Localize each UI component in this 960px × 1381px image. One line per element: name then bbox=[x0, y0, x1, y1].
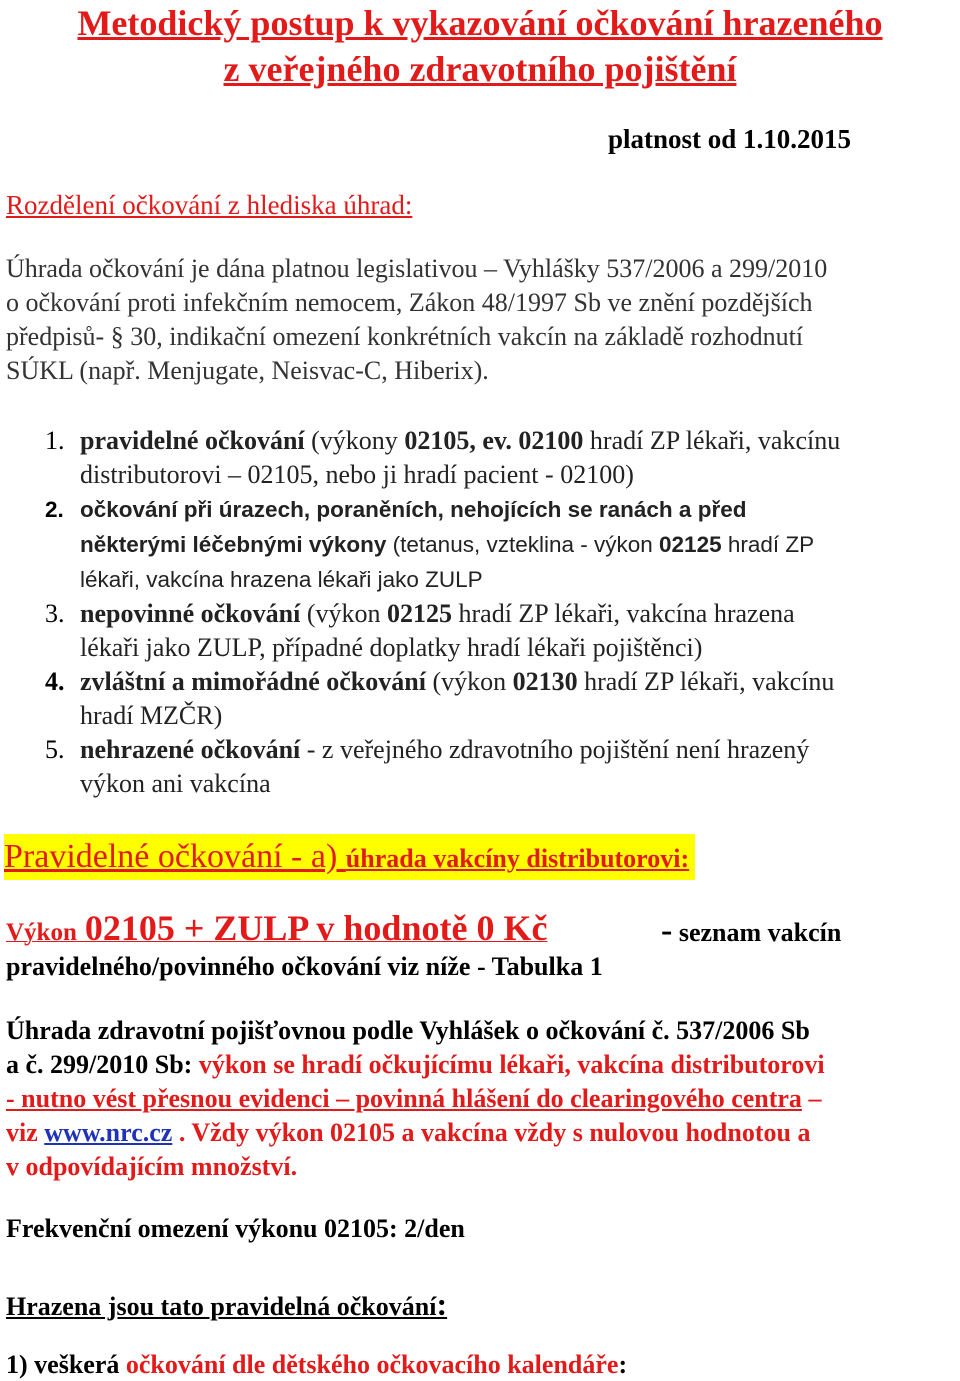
category-name: zvláštní a mimořádné očkování bbox=[80, 667, 426, 696]
title-line-2: z veřejného zdravotního pojištění bbox=[223, 49, 737, 89]
list-text: hradí ZP lékaři, vakcínu bbox=[583, 426, 841, 455]
service-code: 02125 bbox=[387, 599, 452, 628]
list-text: (výkon bbox=[425, 667, 513, 696]
list-number: 2. bbox=[45, 497, 64, 522]
service-value-line bbox=[6, 907, 547, 949]
list-number: 4. bbox=[45, 667, 65, 696]
heading-part: Pravidelné očkování - bbox=[4, 838, 311, 875]
list-item-line bbox=[80, 733, 956, 767]
reimb-text-red: – bbox=[801, 1084, 822, 1113]
list-item bbox=[6, 665, 956, 733]
table-reference: pravidelného/povinného očkování viz níže - Tabulka 1 bbox=[6, 952, 603, 981]
intro-line: předpisů- § 30, indikační omezení konkrétních vakcín na základě rozhodnutí bbox=[6, 322, 804, 351]
list-item-line: lékaři, vakcína hrazena lékaři jako ZULP bbox=[80, 567, 483, 592]
service-code: 02125 bbox=[659, 532, 722, 557]
vaccine-list-ref bbox=[661, 912, 841, 950]
item-text: : bbox=[618, 1350, 628, 1379]
intro-line: Úhrada očkování je dána platnou legislativou – Vyhlášky 537/2006 a 299/2010 bbox=[6, 254, 828, 283]
list-item-line: výkon ani vakcína bbox=[80, 769, 271, 798]
section-heading-split: Rozdělení očkování z hlediska úhrad: bbox=[6, 190, 413, 220]
category-name: nehrazené očkování bbox=[80, 735, 301, 764]
list-item bbox=[6, 733, 956, 801]
reimb-text-red: . Vždy výkon 02105 a vakcína vždy s nulovou hodnotou a bbox=[172, 1118, 811, 1147]
reimb-line bbox=[6, 1048, 956, 1082]
list-text: hradí ZP lékaři, vakcína hrazena bbox=[452, 599, 795, 628]
category-name: nepovinné očkování bbox=[80, 599, 301, 628]
item-text-red: očkování dle dětského očkovacího kalendáře bbox=[125, 1350, 619, 1379]
list-number: 5. bbox=[45, 735, 65, 764]
reimb-line: v odpovídajícím množství. bbox=[6, 1152, 298, 1181]
list-text: hradí ZP bbox=[721, 532, 815, 557]
list-item bbox=[6, 424, 956, 492]
category-name: některými léčebnými výkony bbox=[80, 532, 387, 557]
intro-line: o očkování proti infekčním nemocem, Zákon 48/1997 Sb ve znění pozdějších bbox=[6, 288, 813, 317]
list-text: hradí ZP lékaři, vakcínu bbox=[577, 667, 835, 696]
list-item bbox=[6, 492, 956, 597]
list-text: seznam vakcín bbox=[672, 918, 842, 947]
reimb-text-red: výkon se hradí očkujícímu lékaři, vakcína distributorovi bbox=[198, 1050, 825, 1079]
list-item-line: lékaři jako ZULP, případné doplatky hradí lékaři pojištěnci) bbox=[80, 633, 703, 662]
regular-vaccination-heading bbox=[4, 834, 695, 880]
reimbursement-paragraph bbox=[6, 1014, 956, 1184]
reimb-line bbox=[6, 1116, 956, 1150]
list-item-line: distributorovi – 02105, nebo ji hradí pacient - 02100) bbox=[80, 460, 634, 489]
service-label: Výkon bbox=[6, 919, 77, 946]
heading-part: úhrada vakcíny distributorovi: bbox=[345, 844, 690, 873]
service-value: 02105 + ZULP v hodnotě 0 Kč bbox=[84, 908, 548, 948]
reimb-line bbox=[6, 1082, 956, 1116]
list-number: 1. bbox=[45, 426, 65, 455]
list-item-line bbox=[80, 527, 956, 562]
frequency-limit: Frekvenční omezení výkonu 02105: 2/den bbox=[6, 1214, 465, 1243]
list-number: 3. bbox=[45, 599, 65, 628]
reimb-text: a č. 299/2010 Sb: bbox=[6, 1050, 199, 1079]
covered-item bbox=[6, 1350, 627, 1380]
reimb-line: Úhrada zdravotní pojišťovnou podle Vyhlášek o očkování č. 537/2006 Sb bbox=[6, 1016, 810, 1045]
list-text: (výkon bbox=[300, 599, 387, 628]
list-text: - z veřejného zdravotního pojištění není hrazený bbox=[300, 735, 810, 764]
intro-paragraph bbox=[6, 252, 946, 388]
item-text: 1) veškerá bbox=[6, 1350, 126, 1379]
list-item-line: hradí MZČR) bbox=[80, 701, 223, 730]
service-code: 02130 bbox=[512, 667, 578, 696]
validity-date: platnost od 1.10.2015 bbox=[608, 124, 852, 154]
covered-heading-colon: : bbox=[436, 1286, 448, 1322]
category-name: pravidelné očkování bbox=[80, 426, 305, 455]
list-text: (tetanus, vzteklina - výkon bbox=[386, 532, 660, 557]
list-item bbox=[6, 597, 956, 665]
list-text: (výkony bbox=[304, 426, 405, 455]
document-title bbox=[0, 0, 960, 92]
list-item-line: očkování při úrazech, poraněních, nehojících se ranách a před bbox=[80, 497, 747, 522]
nrc-link[interactable]: www.nrc.cz bbox=[44, 1118, 173, 1147]
covered-heading bbox=[6, 1286, 447, 1323]
vaccination-categories-list bbox=[6, 424, 956, 801]
dash: - bbox=[661, 912, 673, 949]
list-item-line bbox=[80, 665, 956, 699]
intro-line: SÚKL (např. Menjugate, Neisvac-C, Hiberix). bbox=[6, 356, 489, 385]
service-code: 02105, ev. 02100 bbox=[404, 426, 584, 455]
reimb-text-red: - nutno vést přesnou evidenci – povinná hlášení do clearingového centra bbox=[6, 1084, 802, 1113]
covered-heading-text: Hrazena jsou tato pravidelná očkování bbox=[6, 1292, 437, 1321]
list-item-line bbox=[80, 597, 956, 631]
title-line-1: Metodický postup k vykazování očkování hrazeného bbox=[77, 3, 883, 43]
reimb-text-red: viz bbox=[6, 1118, 45, 1147]
heading-part: a) bbox=[310, 838, 346, 875]
list-item-line bbox=[80, 424, 956, 458]
